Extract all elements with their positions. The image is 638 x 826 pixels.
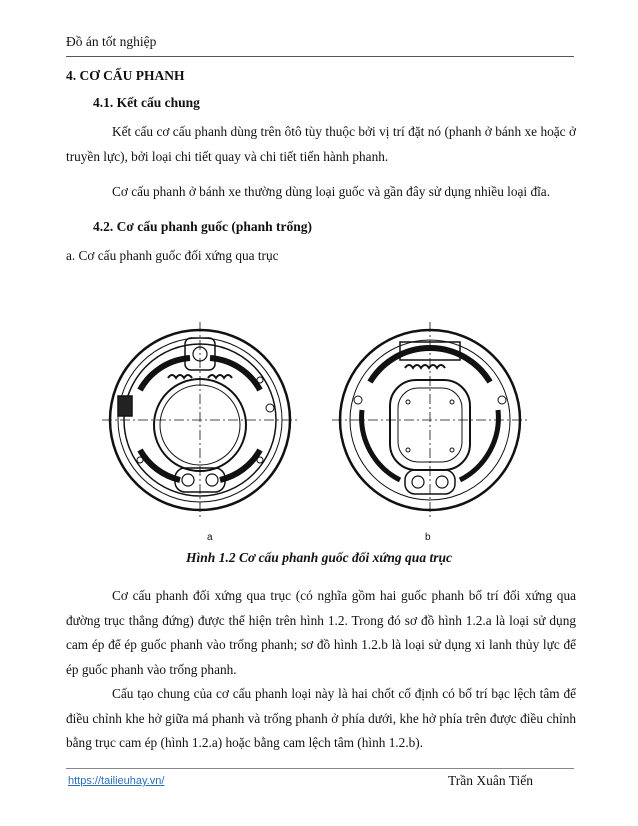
item-a: a. Cơ cấu phanh guốc đối xứng qua trục <box>66 248 279 263</box>
section-heading: 4. CƠ CẤU PHANH <box>66 68 185 83</box>
paragraph-4-text: Cấu tạo chung của cơ cấu phanh loại này là hai chốt cố định có bố trí bạc lệch tâm để điều chỉnh khe hở giữa má phanh và trống phanh ở phía dưới, khe hở phía trên được điều chỉnh bằng trục cam ép (hình 1.2.a) hoặc bằng cam lệch tâm (hình 1.2.b). <box>66 686 576 750</box>
drum-brake-cam-diagram <box>102 322 298 520</box>
drum-brake-wheel-cylinder-diagram <box>332 322 528 520</box>
subsection-heading-4-1: 4.1. Kết cấu chung <box>93 95 200 110</box>
paragraph-2-text: Cơ cấu phanh ở bánh xe thường dùng loại guốc và gần đây sử dụng nhiều loại đĩa. <box>112 184 551 199</box>
figure-caption: Hình 1.2 Cơ cấu phanh guốc đối xứng qua trục <box>186 550 452 565</box>
brake-figure <box>100 320 540 540</box>
figure-label-a: a <box>207 532 213 543</box>
page-header: Đồ án tốt nghiệp <box>66 34 574 57</box>
paragraph-1 <box>66 120 576 169</box>
paragraph-3-text: Cơ cấu phanh đối xứng qua trục (có nghĩa gồm hai guốc phanh bố trí đối xứng qua đường trục thẳng đứng) được thể hiện trên hình 1.2. Trong đó sơ đồ hình 1.2.a là loại sử dụng cam ép để ép guốc phanh vào trống phanh; sơ đồ hình 1.2.b là loại sử dụng xi lanh thủy lực để ép guốc phanh vào trống phanh. <box>66 588 576 677</box>
footer-author: Trần Xuân Tiến <box>448 773 534 788</box>
paragraph-1-text: Kết cấu cơ cấu phanh dùng trên ôtô tùy thuộc bởi vị trí đặt nó (phanh ở bánh xe hoặc ở truyền lực), bởi loại chi tiết quay và chi tiết tiến hành phanh. <box>66 124 576 164</box>
footer-link[interactable]: https://tailieuhay.vn/ <box>68 775 165 787</box>
paragraph-2 <box>66 180 576 205</box>
footer-divider <box>66 768 574 769</box>
paragraph-4 <box>66 682 576 756</box>
paragraph-3 <box>66 584 576 682</box>
figure-label-b: b <box>425 532 431 543</box>
subsection-heading-4-2: 4.2. Cơ cấu phanh guốc (phanh trống) <box>93 219 313 234</box>
